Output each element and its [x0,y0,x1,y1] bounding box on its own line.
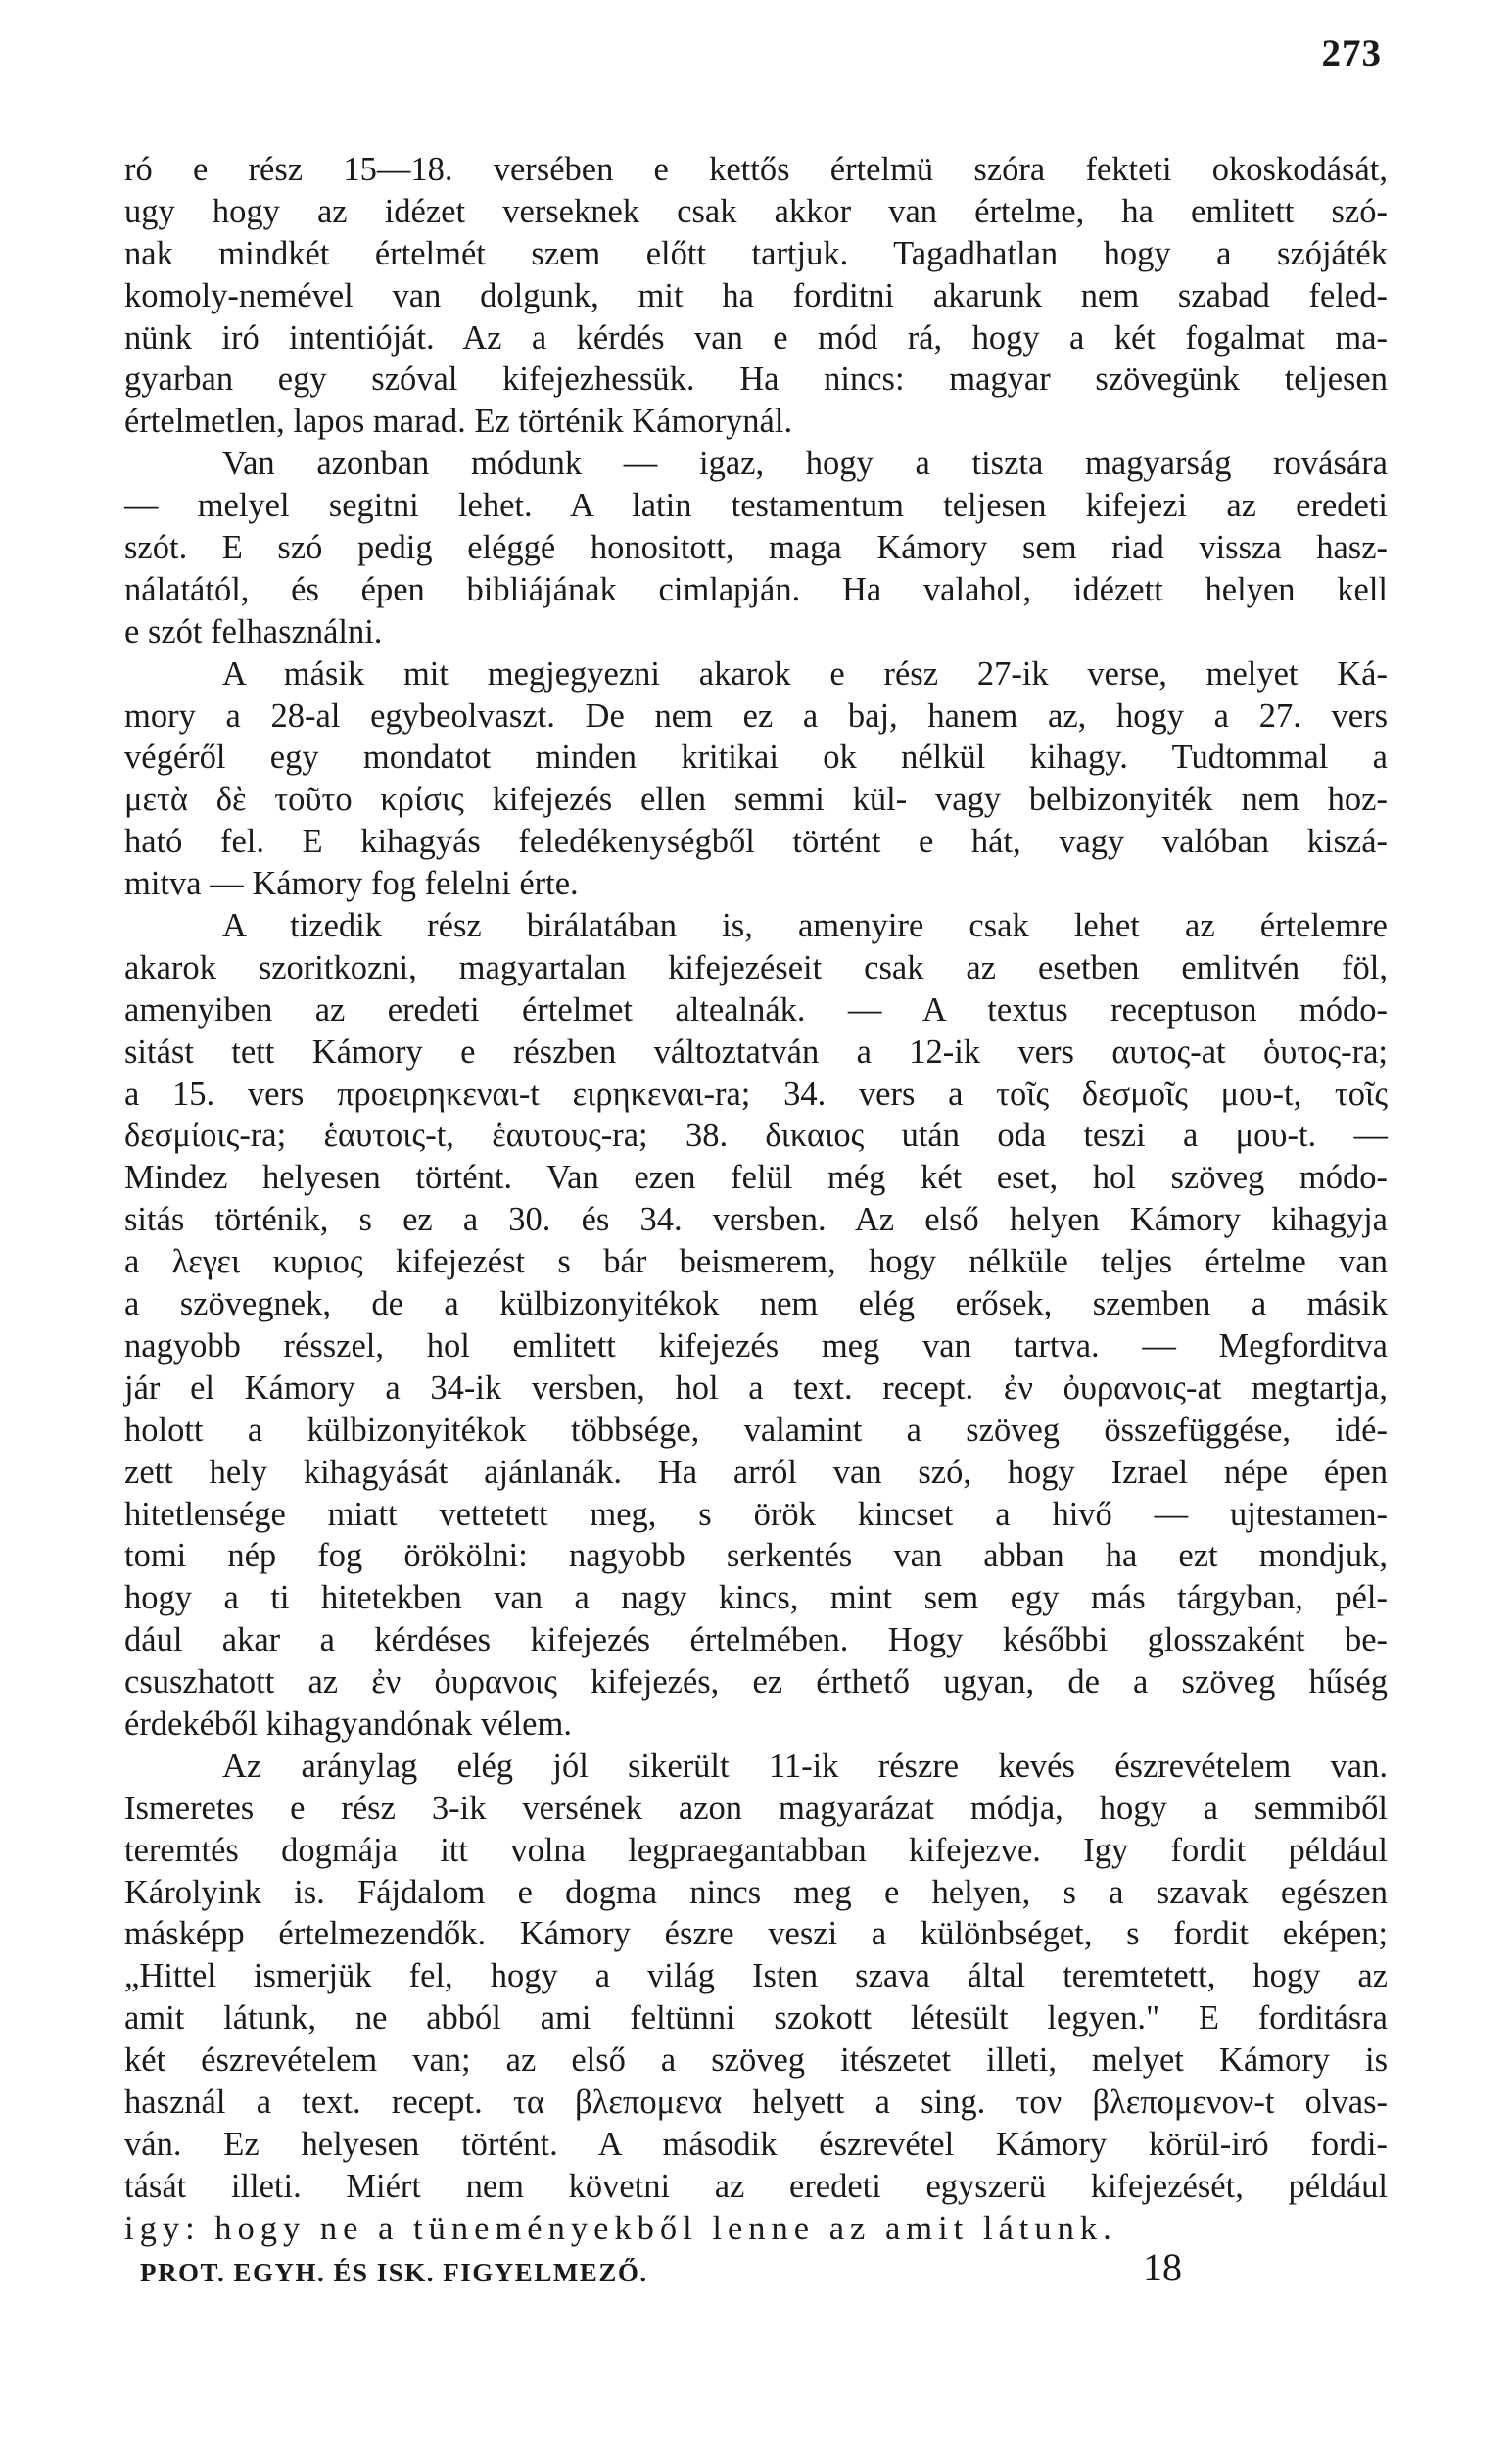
text-line: akarok szoritkozni, magyartalan kifejezéseit csak az esetben emlitvén föl, [124,948,1388,986]
text-line: tomi nép fog örökölni: nagyobb serkentés van abban ha ezt mondjuk, [124,1537,1388,1575]
signature-mark: 18 [1143,2245,1182,2289]
text-line: gyarban egy szóval kifejezhessük. Ha nincs: magyar szövegünk teljesen [124,360,1388,399]
text-line: ró e rész 15—18. versében e kettős értelmü szóra fekteti okoskodását, [124,151,1388,188]
text-line: jár el Kámory a 34-ik versben, hol a text. recept. ἐν ὀυρανοις-at megtartja, [124,1368,1388,1407]
text-line: Van azonban módunk — igaz, hogy a tiszta magyarság rovására [222,445,1388,483]
text-line: tását illeti. Miért nem követni az eredeti egyszerü kifejezését, például [124,2167,1388,2205]
journal-title: PROT. EGYH. ÉS ISK. FIGYELMEZŐ. [140,2258,648,2287]
text-line: érdekéből kihagyandónak vélem. [124,1704,572,1743]
body-text [124,149,1388,2250]
text-line: amenyiben az eredeti értelmet altealnák. — A textus receptuson módo- [124,990,1388,1029]
text-line: A másik mit megjegyezni akarok e rész 27-ik verse, melyet Ká- [222,654,1388,693]
text-line: teremtés dogmája itt volna legpraegantabban kifejezve. Igy fordit például [124,1831,1388,1869]
text-line: Ismeretes e rész 3-ik versének azon magyarázat módja, hogy a semmiből [124,1789,1388,1827]
text-line: használ a text. recept. τα βλεπομενα helyett a sing. τον βλεπομενον-t olvas- [124,2083,1388,2121]
text-line: hogy a ti hitetekben van a nagy kincs, mint sem egy más tárgyban, pél- [124,1579,1388,1617]
text-line: csuszhatott az ἐν ὀυρανοις kifejezés, ez érthető ugyan, de a szöveg hűség [124,1663,1388,1702]
text-line: ugy hogy az idézet verseknek csak akkor van értelme, ha emlitett szó- [124,192,1388,230]
text-line: komoly-nemével van dolgunk, mit ha forditni akarunk nem szabad feled- [124,276,1388,314]
text-line: „Hittel ismerjük fel, hogy a világ Isten szava által teremtetett, hogy az [124,1957,1388,1995]
text-line: értelmetlen, lapos marad. Ez történik Kámorynál. [124,403,793,441]
text-line: — melyel segitni lehet. A latin testamentum teljesen kifejezi az eredeti [124,487,1388,525]
text-line: mory a 28-al egybeolvaszt. De nem ez a baj, hanem az, hogy a 27. vers [124,696,1388,735]
text-line: a λεγει κυριος kifejezést s bár beismerem, hogy nélküle teljes értelme van [124,1243,1388,1281]
text-line: a szövegnek, de a külbizonyitékok nem elég erősek, szemben a másik [124,1285,1388,1323]
text-line: A tizedik rész birálatában is, amenyire csak lehet az értelemre [222,907,1388,945]
text-line: nagyobb résszel, hol emlitett kifejezés meg van tartva. — Megforditva [124,1326,1388,1365]
text-line: e szót felhasználni. [124,612,383,650]
text-line: δεσμίοις-ra; ἑαυτοις-t, ἑαυτους-ra; 38. δικαιος után oda teszi a μου-t. — [124,1117,1388,1155]
text-line: dául akar a kérdéses kifejezés értelmében. Hogy későbbi glosszaként be- [124,1621,1388,1659]
text-line: nak mindkét értelmét szem előtt tartjuk. Tagadhatlan hogy a szójáték [124,234,1388,272]
text-line: holott a külbizonyitékok többsége, valamint a szöveg összefüggése, idé- [124,1411,1388,1449]
page-number: 273 [1321,32,1382,74]
text-line: Károlyink is. Fájdalom e dogma nincs meg e helyen, s a szavak egészen [124,1873,1388,1911]
text-line: nálatától, és épen bibliájának cimlapján. Ha valahol, idézett helyen kell [124,570,1388,608]
text-line: ható fel. E kihagyás feledékenységből történt e hát, vagy valóban kiszá- [124,823,1388,861]
text-line: amit látunk, ne abból ami feltünni szokott létesült legyen." E forditásra [124,1999,1388,2038]
text-line: a 15. vers προειρηκεναι-t ειρηκεναι-ra; 34. vers a τοῖς δεσμοῖς μου-t, τοῖς [124,1075,1388,1113]
text-line: zett hely kihagyását ajánlanák. Ha arról van szó, hogy Izrael népe épen [124,1453,1388,1491]
text-line: μετὰ δὲ τοῦτο κρίσις kifejezés ellen semmi kül- vagy belbizonyiték nem hoz- [124,781,1388,819]
text-line: hitetlensége miatt vettetett meg, s örök kincset a hivő — ujtestamen- [124,1495,1388,1533]
text-line: szót. E szó pedig eléggé honositott, maga Kámory sem riad vissza hasz- [124,529,1388,567]
text-line: mitva — Kámory fog felelni érte. [124,865,579,903]
text-line: Az aránylag elég jól sikerült 11-ik részre kevés észrevételem van. [222,1747,1388,1785]
text-line: végéről egy mondatot minden kritikai ok nélkül kihagy. Tudtommal a [124,739,1388,777]
text-line: Mindez helyesen történt. Van ezen felül még két eset, hol szöveg módo- [124,1159,1388,1197]
text-line: ván. Ez helyesen történt. A második észrevétel Kámory körül-iró fordi- [124,2125,1388,2163]
text-line: sitás történik, s ez a 30. és 34. versben. Az első helyen Kámory kihagyja [124,1201,1388,1239]
text-line: két észrevételem van; az első a szöveg itészetet illeti, melyet Kámory is [124,2041,1388,2080]
text-line: nünk iró intentióját. Az a kérdés van e mód rá, hogy a két fogalmat ma- [124,318,1388,357]
text-line: igy: hogy ne a tüneményekből lenne az amit látunk. [124,2209,1117,2247]
text-line: sitást tett Kámory e részben változtatván a 12-ik vers αυτος-at ὁυτος-ra; [124,1032,1388,1071]
text-line: másképp értelmezendők. Kámory észre veszi a különbséget, s fordit eképen; [124,1915,1388,1953]
